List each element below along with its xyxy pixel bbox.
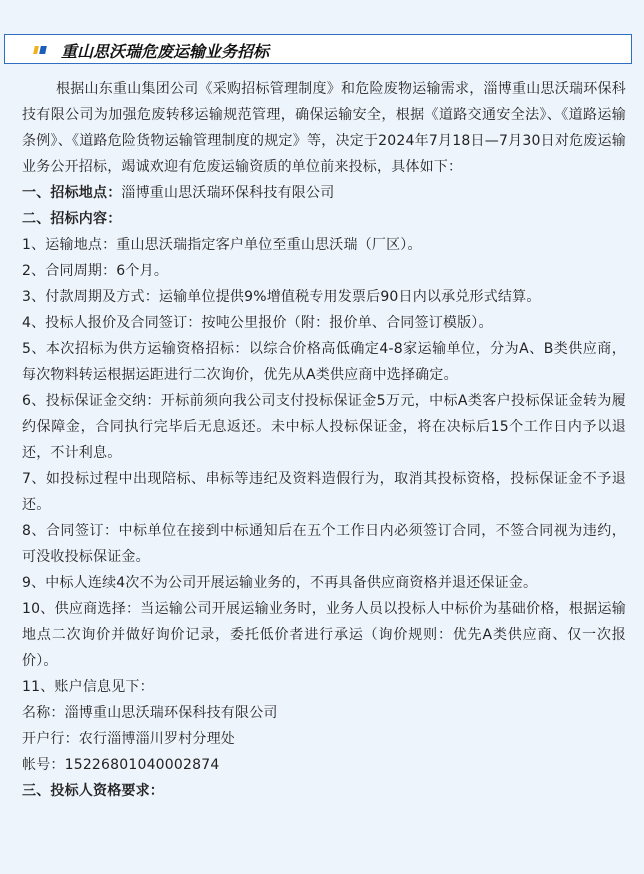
list-item: 1、运输地点：重山思沃瑞指定客户单位至重山思沃瑞（厂区）。 <box>22 237 422 253</box>
account-name: 名称：淄博重山思沃瑞环保科技有限公司 <box>22 705 278 721</box>
list-item: 10、供应商选择：当运输公司开展运输业务时，业务人员以投标人中标价为基础价格，根据运输地点二次询价并做好询价记录，委托低价者进行承运（询价规则：优先A类供应商、仅一次报价）。 <box>22 601 626 669</box>
list-item: 5、本次招标为供方运输资格招标：以综合价格高低确定4-8家运输单位，分为A、B类供应商，每次物料转运根据运距进行二次询价，优先从A类供应商中选择确定。 <box>22 341 626 383</box>
page-title: 重山思沃瑞危废运输业务招标 <box>61 42 270 61</box>
title-bar <box>4 34 632 64</box>
account-number: 帐号：15226801040002874 <box>22 757 220 773</box>
section-bidding-location <box>22 180 626 206</box>
section-heading: 三、投标人资格要求： <box>22 783 164 799</box>
section-heading: 二、招标内容： <box>22 211 122 227</box>
list-item: 7、如投标过程中出现陪标、串标等违纪及资料造假行为，取消其投标资格，投标保证金不予退还。 <box>22 471 626 513</box>
list-item: 8、合同签订：中标单位在接到中标通知后在五个工作日内必须签订合同，不签合同视为违约，可没收投标保证金。 <box>22 523 626 565</box>
section-value: 淄博重山思沃瑞环保科技有限公司 <box>121 185 335 201</box>
intro-paragraph: 根据山东重山集团公司《采购招标管理制度》和危险废物运输需求，淄博重山思沃瑞环保科技有限公司为加强危废转移运输规范管理，确保运输安全，根据《道路交通安全法》、《道路运输条例》、《道路危险货物运输管理制度的规定》等，决定于2024年7月18日—7月30日对危废运输业务公开招标，竭诚欢迎有危废运输资质的单位前来投标，具体如下： <box>22 81 626 175</box>
section-heading: 一、招标地点： <box>22 185 122 201</box>
list-item: 11、账户信息见下： <box>22 679 154 695</box>
account-bank: 开户行：农行淄博淄川罗村分理处 <box>22 731 235 747</box>
list-item: 3、付款周期及方式：运输单位提供9%增值税专用发票后90日内以承兑形式结算。 <box>22 289 541 305</box>
list-item: 6、投标保证金交纳：开标前须向我公司支付投标保证金5万元，中标A类客户投标保证金转为履约保障金，合同执行完毕后无息返还。未中标人投标保证金，将在决标后15个工作日内予以退还，不计利息。 <box>22 393 626 461</box>
title-accent-icon <box>34 45 48 55</box>
list-item: 2、合同周期：6个月。 <box>22 263 169 279</box>
list-item: 4、投标人报价及合同签订：按吨公里报价（附：报价单、合同签订模版）。 <box>22 315 493 331</box>
list-item: 9、中标人连续4次不为公司开展运输业务的，不再具备供应商资格并退还保证金。 <box>22 575 538 591</box>
document-body <box>22 76 626 804</box>
